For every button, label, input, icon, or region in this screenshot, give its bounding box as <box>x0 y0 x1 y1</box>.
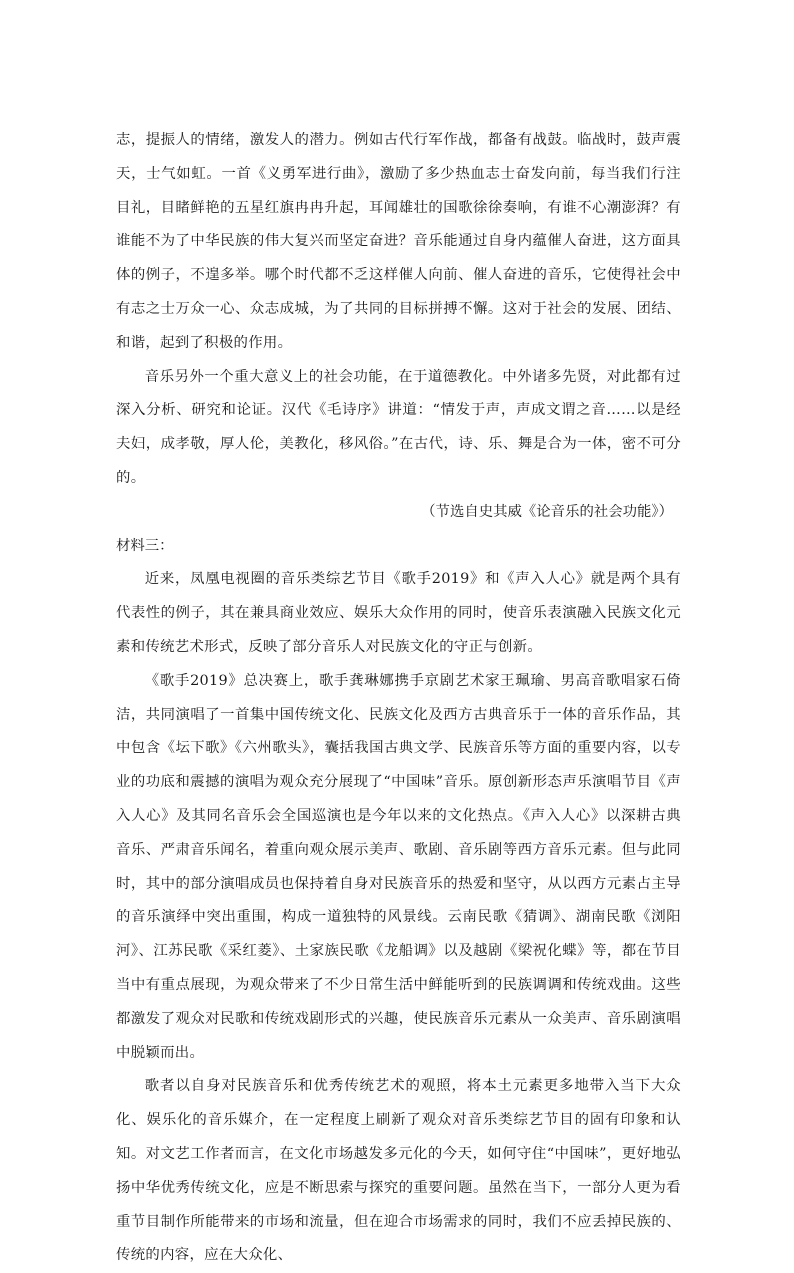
material-heading: 材料三： <box>116 537 174 554</box>
paragraph-singer-2019: 《歌手2019》总决赛上，歌手龚琳娜携手京剧艺术家王珮瑜、男高音歌唱家石倚洁，共同演唱了一首集中国传统文化、民族文化及西方古典音乐于一体的音乐作品，其中包含《坛下歌》《六州歌头》，囊括我国古典文学、民族音乐等方面的重要内容，以专业的功底和震撼的演唱为观众充分展现了“中国味”音乐。原创新形态声乐演唱节目《声入人心》及其同名音乐会全国巡演也是今年以来的文化热点。《声入人心》以深耕古典音乐、严肃音乐闻名，着重向观众展示美声、歌剧、音乐剧等西方音乐元素。但与此同时，其中的部分演唱成员也保持着自身对民族音乐的热爱和坚守，从以西方元素占主导的音乐演绎中突出重围，构成一道独特的风景线。云南民歌《猜调》、湖南民歌《浏阳河》、江苏民歌《采红菱》、土家族民歌《龙船调》以及越剧《梁祝化蝶》等，都在节目当中有重点展现，为观众带来了不少日常生活中鲜能听到的民族调调和传统戏曲。这些都激发了观众对民歌和传统戏剧形式的兴趣，使民族音乐元素从一众美声、音乐剧演唱中脱颖而出。 <box>116 672 681 1061</box>
source-citation: （节选自史其威《论音乐的社会功能》） <box>421 503 673 520</box>
paragraph-music-motivation: 志，提振人的情绪，激发人的潜力。例如古代行军作战，都备有战鼓。临战时，鼓声震天，士气如虹。一首《义勇军进行曲》，激励了多少热血志士奋发向前，每当我们行注目礼，目睹鲜艳的五星红旗冉冉升起，耳闻雄壮的国歌徐徐奏响，有谁不心潮澎湃？有谁能不为了中华民族的伟大复兴而坚定奋进？音乐能通过自身内蕴催人奋进，这方面具体的例子，不遑多举。哪个时代都不乏这样催人向前、催人奋进的音乐，它使得社会中有志之士万众一心、众志成城，为了共同的目标拼搏不懈。这对于社会的发展、团结、和谐，起到了积极的作用。 <box>116 132 681 351</box>
paragraph-singers-conclusion: 歌者以自身对民族音乐和优秀传统艺术的观照，将本土元素更多地带入当下大众化、娱乐化的音乐媒介，在一定程度上刷新了观众对音乐类综艺节目的固有印象和认知。对文艺工作者而言，在文化市场越发多元化的今天，如何守住“中国味”，更好地弘扬中华优秀传统文化，应是不断思索与探究的重要问题。虽然在当下，一部分人更为看重节目制作所能带来的市场和流量，但在迎合市场需求的同时，我们不应丢掉民族的、传统的内容，应在大众化、 <box>116 1078 681 1264</box>
paragraph-moral-education: 音乐另外一个重大意义上的社会功能，在于道德教化。中外诸多先贤，对此都有过深入分析、研究和论证。汉代《毛诗序》讲道：“情发于声，声成文谓之音……以是经夫妇，成孝敬，厚人伦，美教化，移风俗。”在古代，诗、乐、舞是合为一体，密不可分的。 <box>116 368 681 486</box>
paragraph-variety-shows: 近来，凤凰电视圈的音乐类综艺节目《歌手2019》和《声入人心》就是两个具有代表性的例子，其在兼具商业效应、娱乐大众作用的同时，使音乐表演融入民族文化元素和传统艺术形式，反映了部分音乐人对民族文化的守正与创新。 <box>116 571 681 655</box>
